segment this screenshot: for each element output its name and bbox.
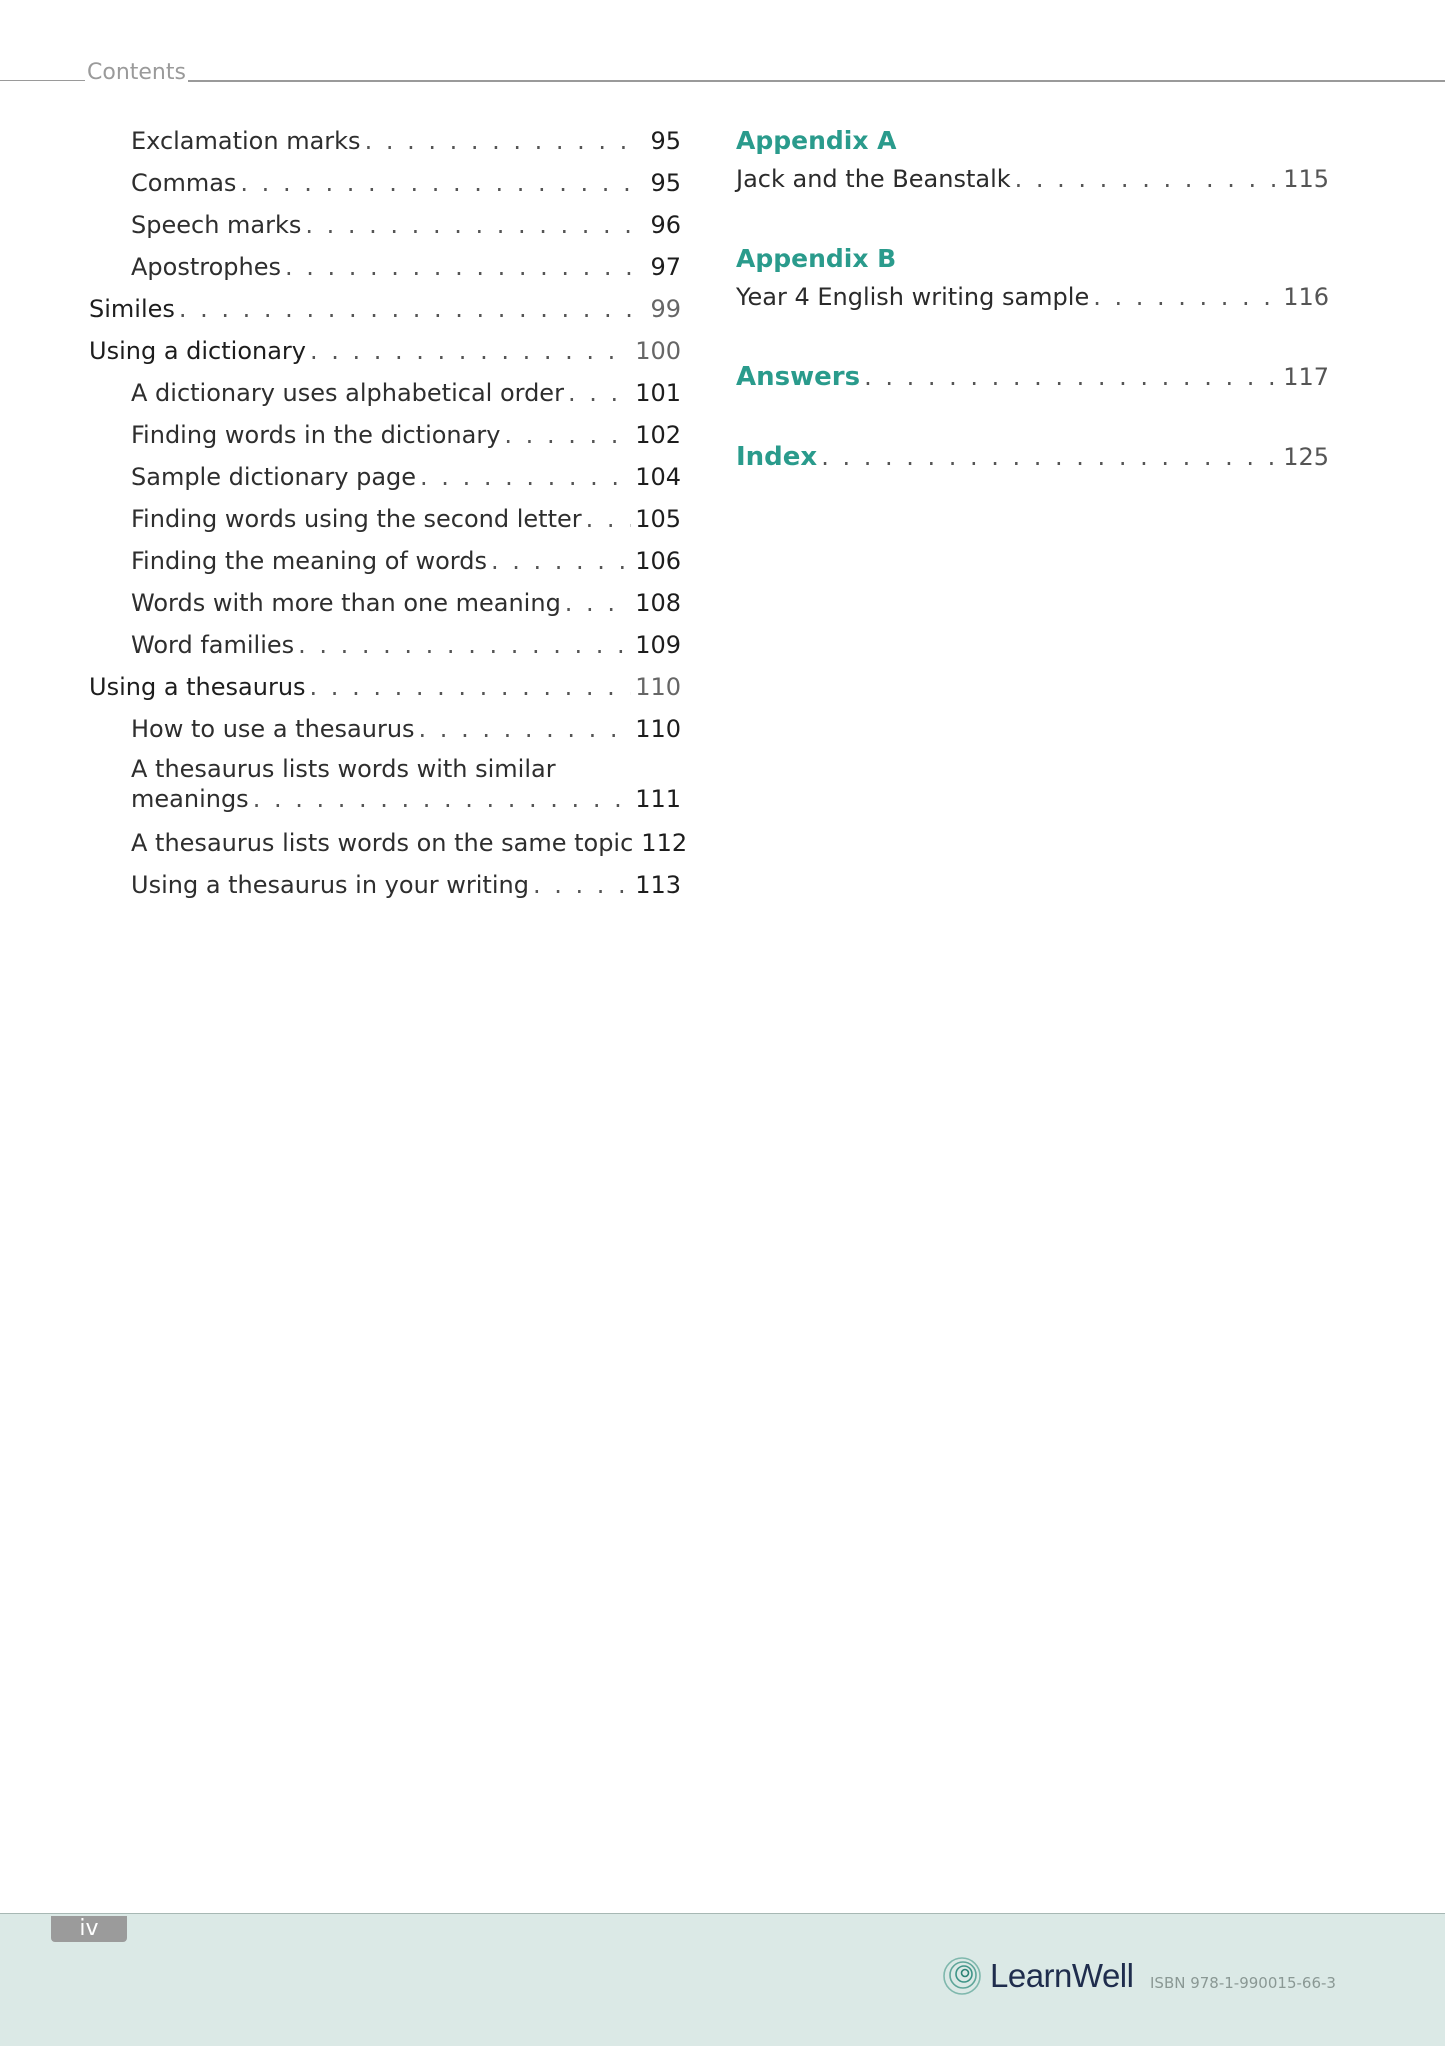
dot-leader <box>420 460 631 494</box>
toc-entry[interactable] <box>736 162 1329 204</box>
toc-section-entry[interactable] <box>89 292 681 334</box>
page-footer <box>0 1913 1445 2046</box>
toc-section-entry[interactable] <box>89 670 681 712</box>
toc-entry-page: 105 <box>635 505 681 533</box>
toc-entry-label: Sample dictionary page <box>131 463 417 491</box>
toc-entry-label: Apostrophes <box>131 253 281 281</box>
toc-entry-label: Index <box>736 442 818 472</box>
toc-entry-page: 125 <box>1283 443 1329 471</box>
toc-entry-label: Jack and the Beanstalk <box>736 165 1011 193</box>
toc-entry[interactable] <box>89 826 688 868</box>
spacer <box>736 402 1329 440</box>
dot-leader <box>533 868 631 902</box>
dot-leader <box>504 418 631 452</box>
dot-leader <box>365 124 637 158</box>
publisher-logo <box>942 1956 1133 1996</box>
toc-index-entry[interactable] <box>736 440 1329 482</box>
toc-entry-page: 95 <box>650 127 681 155</box>
brand-name: LearnWell <box>990 1957 1134 1994</box>
isbn-text: ISBN 978-1-990015-66-3 <box>1150 1974 1336 1992</box>
toc-entry-page: 101 <box>635 379 681 407</box>
toc-entry-label: Word families <box>131 631 295 659</box>
dot-leader <box>1093 280 1279 314</box>
toc-entry-page: 110 <box>635 673 681 701</box>
toc-entry[interactable] <box>89 628 681 670</box>
dot-leader <box>305 208 637 242</box>
dot-leader <box>586 502 632 536</box>
toc-entry-label: Using a dictionary <box>89 337 306 365</box>
toc-entry-page: 110 <box>635 715 681 743</box>
toc-entry[interactable] <box>89 754 681 826</box>
toc-entry[interactable] <box>89 544 681 586</box>
toc-entry-page: 106 <box>635 547 681 575</box>
appendix-b-heading[interactable]: Appendix B <box>736 244 897 273</box>
dot-leader <box>419 712 632 746</box>
toc-entry-label: Using a thesaurus <box>89 673 306 701</box>
spiral-logo-icon <box>942 1956 982 1996</box>
toc-entry[interactable] <box>89 166 681 208</box>
toc-entry[interactable] <box>89 418 681 460</box>
toc-entry-page: 113 <box>635 871 681 899</box>
toc-entry-page: 112 <box>641 829 688 857</box>
toc-entry-label: Exclamation marks <box>131 127 361 155</box>
toc-entry-label: Speech marks <box>131 211 302 239</box>
header-rule-right <box>188 80 1445 82</box>
toc-entry-page: 111 <box>635 785 681 813</box>
dot-leader <box>1015 162 1280 196</box>
toc-entry-page: 96 <box>650 211 681 239</box>
toc-right-column <box>736 124 1329 482</box>
dot-leader <box>310 670 632 704</box>
toc-entry-page: 104 <box>635 463 681 491</box>
dot-leader <box>864 360 1279 394</box>
dot-leader <box>821 440 1279 474</box>
dot-leader <box>298 628 631 662</box>
toc-entry-page: 108 <box>635 589 681 617</box>
header-title: Contents <box>87 60 186 85</box>
toc-entry-label: A thesaurus lists words on the same topic <box>131 829 634 857</box>
toc-entry-label: Answers <box>736 362 861 392</box>
toc-entry-label: A dictionary uses alphabetical order <box>131 379 564 407</box>
toc-entry-page: 102 <box>635 421 681 449</box>
toc-entry[interactable] <box>736 280 1329 322</box>
appendix-a-heading[interactable]: Appendix A <box>736 126 897 155</box>
dot-leader <box>240 166 637 200</box>
toc-entry-page: 97 <box>650 253 681 281</box>
toc-entry-page: 99 <box>650 295 681 323</box>
dot-leader <box>253 784 632 814</box>
dot-leader <box>491 544 631 578</box>
toc-entry[interactable] <box>89 460 681 502</box>
toc-entry[interactable] <box>89 586 681 628</box>
toc-entry-page: 109 <box>635 631 681 659</box>
dot-leader <box>179 292 637 326</box>
dot-leader <box>285 250 637 284</box>
header-rule-left <box>0 80 85 81</box>
toc-entry-label: Finding the meaning of words <box>131 547 487 575</box>
toc-entry-label: Year 4 English writing sample <box>736 283 1090 311</box>
toc-entry-page: 95 <box>650 169 681 197</box>
spacer <box>736 204 1329 242</box>
spacer <box>736 322 1329 360</box>
toc-entry-label: Using a thesaurus in your writing <box>131 871 529 899</box>
toc-entry-page: 117 <box>1283 363 1329 391</box>
toc-entry[interactable] <box>89 868 681 910</box>
toc-entry-label-line2: meanings <box>131 785 249 813</box>
toc-section-entry[interactable] <box>89 334 681 376</box>
toc-entry-label-line1: A thesaurus lists words with similar <box>131 755 556 783</box>
dot-leader <box>565 586 631 620</box>
dot-leader <box>310 334 631 368</box>
page-header <box>0 58 1445 88</box>
toc-left-column <box>89 124 688 910</box>
dot-leader <box>568 376 631 410</box>
toc-entry[interactable] <box>89 250 681 292</box>
toc-entry[interactable] <box>89 208 681 250</box>
toc-entry-label: Commas <box>131 169 237 197</box>
toc-entry[interactable] <box>89 712 681 754</box>
toc-entry[interactable] <box>89 376 681 418</box>
toc-entry-label: Finding words using the second letter <box>131 505 582 533</box>
toc-entry-label: How to use a thesaurus <box>131 715 415 743</box>
page-number-tab: iv <box>51 1916 127 1942</box>
toc-answers-entry[interactable] <box>736 360 1329 402</box>
toc-entry-line2 <box>131 784 681 814</box>
toc-entry[interactable] <box>89 124 681 166</box>
toc-entry-page: 100 <box>635 337 681 365</box>
toc-entry-label: Words with more than one meaning <box>131 589 561 617</box>
toc-entry-page: 115 <box>1283 165 1329 193</box>
toc-entry-page: 116 <box>1283 283 1329 311</box>
toc-entry[interactable] <box>89 502 681 544</box>
toc-entry-label: Similes <box>89 295 175 323</box>
toc-entry-label: Finding words in the dictionary <box>131 421 501 449</box>
